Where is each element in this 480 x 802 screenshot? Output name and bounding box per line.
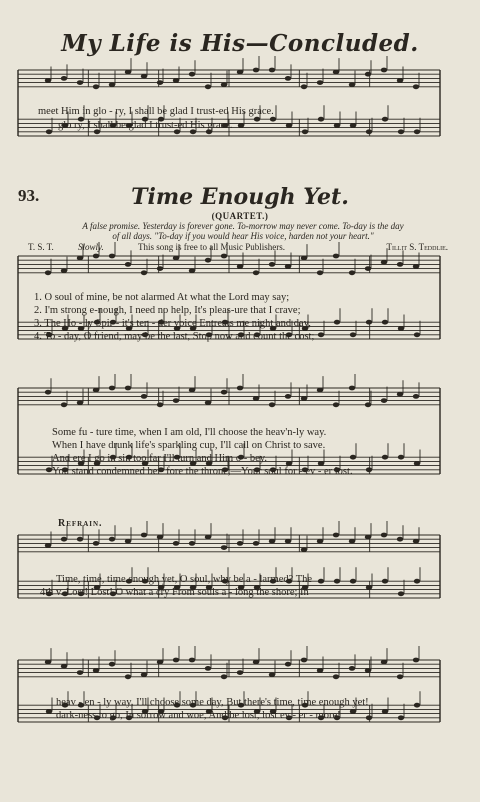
note-head	[61, 664, 67, 669]
note-head	[398, 326, 404, 331]
note-head	[414, 579, 420, 584]
note-head	[413, 658, 419, 663]
lyric-line: When I have drunk life's sparkling cup, I'll call on Christ to save.	[52, 440, 326, 451]
note-head	[253, 541, 259, 546]
note-head	[173, 541, 179, 546]
note-head	[46, 709, 52, 714]
lyric-line: Some fu - ture time, when I am old, I'll choose the heav'n-ly way.	[52, 427, 327, 438]
note-head	[253, 660, 259, 665]
note-head	[157, 80, 163, 85]
note-head	[189, 72, 195, 77]
note-head	[302, 129, 308, 134]
note-head	[317, 80, 323, 85]
note-head	[125, 70, 131, 75]
note-head	[413, 264, 419, 269]
lyric-line: glo ry, I shall be glad I trust-ed His grace.	[58, 120, 233, 131]
note-head	[238, 123, 244, 128]
note-head	[77, 537, 83, 542]
note-head	[318, 332, 324, 337]
note-head	[61, 537, 67, 542]
note-head	[45, 390, 51, 395]
note-head	[109, 537, 115, 542]
note-head	[349, 386, 355, 391]
hymn-number: 93.	[18, 186, 40, 205]
note-head	[45, 660, 51, 665]
note-head	[237, 70, 243, 75]
note-head	[397, 78, 403, 83]
note-head	[317, 270, 323, 275]
note-head	[349, 270, 355, 275]
note-head	[317, 388, 323, 393]
note-head	[333, 533, 339, 538]
note-head	[366, 715, 372, 720]
note-head	[269, 68, 275, 73]
note-head	[334, 123, 340, 128]
note-head	[173, 398, 179, 403]
note-head	[381, 68, 387, 73]
hymn-title: Time Enough Yet.	[131, 184, 349, 210]
note-head	[205, 258, 211, 263]
lyric-line: heav - en - ly way, I'll choose some day, But there's time, time enough yet!	[56, 697, 369, 708]
note-head	[269, 539, 275, 544]
note-head	[286, 123, 292, 128]
lyric-line: You stand condemned be - fore the throne,—Your soul for - ev - er lost.	[52, 466, 353, 477]
note-head	[61, 402, 67, 407]
note-head	[333, 402, 339, 407]
note-head	[365, 72, 371, 77]
note-head	[301, 84, 307, 89]
note-head	[382, 709, 388, 714]
note-head	[350, 332, 356, 337]
note-head	[205, 666, 211, 671]
note-head	[157, 660, 163, 665]
note-head	[317, 539, 323, 544]
note-head	[45, 270, 51, 275]
note-head	[221, 674, 227, 679]
lyric-line: 1. O soul of mine, be not alarmed At what the Lord may say;	[34, 292, 290, 303]
note-head	[189, 541, 195, 546]
lyric-line: meet Him in glo - ry, I shall be glad I trust-ed His grace.	[38, 106, 274, 117]
note-head	[382, 117, 388, 122]
note-head	[366, 320, 372, 325]
note-head	[109, 386, 115, 391]
note-head	[141, 74, 147, 79]
note-head	[301, 396, 307, 401]
refrain-label: Refrain.	[58, 518, 103, 529]
epigraph	[28, 221, 458, 241]
note-head	[253, 270, 259, 275]
note-head	[189, 268, 195, 273]
note-head	[318, 579, 324, 584]
note-head	[77, 80, 83, 85]
note-head	[349, 666, 355, 671]
note-head	[414, 129, 420, 134]
note-head	[301, 256, 307, 261]
note-head	[237, 670, 243, 675]
note-head	[333, 70, 339, 75]
note-head	[366, 129, 372, 134]
note-head	[141, 672, 147, 677]
note-head	[269, 262, 275, 267]
note-head	[237, 386, 243, 391]
continued-title: My Life is His—Concluded.	[61, 30, 419, 57]
note-head	[365, 402, 371, 407]
note-head	[141, 394, 147, 399]
note-head	[173, 658, 179, 663]
note-head	[237, 541, 243, 546]
note-head	[77, 400, 83, 405]
note-head	[333, 674, 339, 679]
note-head	[398, 129, 404, 134]
note-head	[125, 539, 131, 544]
note-head	[350, 709, 356, 714]
epigraph-line: A false promise. Yesterday is forever gone. To-morrow may never come. To-day is the day	[82, 221, 404, 231]
note-head	[61, 268, 67, 273]
note-head	[189, 388, 195, 393]
note-head	[109, 254, 115, 259]
note-head	[349, 539, 355, 544]
note-head	[334, 320, 340, 325]
note-head	[254, 117, 260, 122]
note-head	[205, 84, 211, 89]
note-head	[350, 123, 356, 128]
note-head	[221, 390, 227, 395]
note-head	[270, 117, 276, 122]
note-head	[317, 668, 323, 673]
note-head	[157, 402, 163, 407]
note-head	[365, 266, 371, 271]
note-head	[413, 394, 419, 399]
note-head	[381, 660, 387, 665]
note-head	[173, 78, 179, 83]
lyric-line: 3. The Ho - ly Spir - it's ten - der voice Entreats me night and day,	[34, 318, 311, 329]
note-head	[365, 535, 371, 540]
note-head	[413, 84, 419, 89]
note-head	[141, 533, 147, 538]
note-head	[365, 668, 371, 673]
note-head	[269, 402, 275, 407]
note-head	[381, 533, 387, 538]
epigraph-line: of all days. "To-day if you would hear His voice, harden not your heart."	[112, 231, 374, 241]
copyright-notice: This song is free to all Music Publishers.	[138, 242, 285, 252]
tempo-marking: Slowly.	[78, 242, 104, 252]
note-head	[205, 400, 211, 405]
note-head	[189, 658, 195, 663]
note-head	[205, 535, 211, 540]
note-head	[414, 332, 420, 337]
note-head	[382, 579, 388, 584]
note-head	[221, 545, 227, 550]
note-head	[381, 260, 387, 265]
note-head	[93, 388, 99, 393]
note-head	[125, 262, 131, 267]
note-head	[398, 591, 404, 596]
note-head	[414, 703, 420, 708]
lyric-line: And ere I go in sin too far I'll turn and Him o - bey.	[52, 453, 267, 464]
note-head	[157, 535, 163, 540]
note-head	[350, 579, 356, 584]
lyric-line: 4. To - day, O friend, may be the last, Stop now and count the cost;	[34, 331, 315, 342]
note-head	[93, 541, 99, 546]
note-head	[381, 398, 387, 403]
subtitle: (QUARTET.)	[211, 211, 269, 221]
note-head	[125, 386, 131, 391]
note-head	[398, 455, 404, 460]
note-head	[221, 82, 227, 87]
note-head	[61, 76, 67, 81]
note-head	[77, 256, 83, 261]
note-head	[285, 662, 291, 667]
note-head	[285, 264, 291, 269]
note-head	[382, 455, 388, 460]
note-head	[253, 68, 259, 73]
composer: Tillit S. Teddlie.	[386, 242, 448, 252]
note-head	[414, 461, 420, 466]
note-head	[318, 117, 324, 122]
note-head	[413, 539, 419, 544]
note-head	[285, 394, 291, 399]
note-head	[93, 668, 99, 673]
note-head	[46, 129, 52, 134]
note-head	[301, 547, 307, 552]
lyric-line: dark-ness to go, In sorrow and woe, And be lost, lost ev - er - more!	[56, 710, 341, 721]
note-head	[398, 715, 404, 720]
lyric-line: 4th v. Lost! Lost! O what a cry From souls a - long the shore; In	[40, 587, 309, 598]
note-head	[397, 262, 403, 267]
lyric-line: Time, time, time enough yet, O soul, why be a - larmed? The	[56, 574, 313, 585]
note-head	[366, 585, 372, 590]
note-head	[397, 674, 403, 679]
note-head	[125, 674, 131, 679]
note-head	[173, 256, 179, 261]
note-head	[45, 543, 51, 548]
note-head	[45, 78, 51, 83]
note-head	[109, 82, 115, 87]
note-head	[93, 254, 99, 259]
note-head	[109, 662, 115, 667]
note-head	[77, 670, 83, 675]
note-head	[237, 264, 243, 269]
lyric-line: 2. I'm strong e-nough, I need no help, It's pleas-ure that I crave;	[34, 305, 301, 316]
note-head	[141, 270, 147, 275]
author: T. S. T.	[28, 242, 54, 252]
note-head	[253, 396, 259, 401]
note-head	[157, 266, 163, 271]
note-head	[382, 320, 388, 325]
note-head	[301, 658, 307, 663]
note-head	[285, 539, 291, 544]
note-head	[350, 455, 356, 460]
note-head	[333, 254, 339, 259]
note-head	[397, 392, 403, 397]
note-head	[221, 254, 227, 259]
note-head	[397, 537, 403, 542]
note-head	[93, 84, 99, 89]
note-head	[334, 579, 340, 584]
note-head	[269, 672, 275, 677]
note-head	[285, 76, 291, 81]
note-head	[366, 467, 372, 472]
note-head	[349, 82, 355, 87]
